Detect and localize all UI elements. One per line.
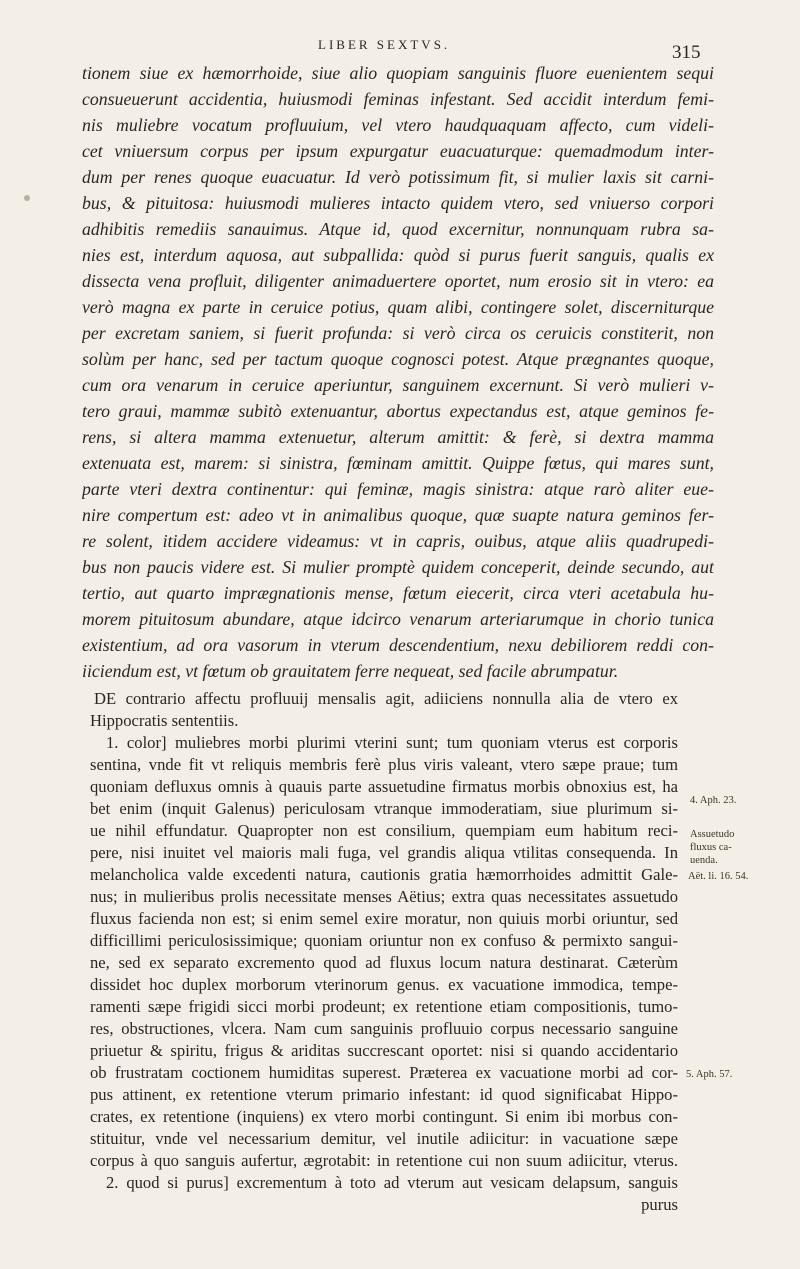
italic-text-line: re solent, itidem accidere videamus: vt in capris, ouibus, atque aliis quadrupedi- bbox=[82, 531, 714, 551]
italic-text-line: existentium, ad ora vasorum in vterum descendentium, nexu debiliorem reddi con- bbox=[82, 635, 714, 655]
commentary-text-line: pere, nisi inuitet vel maioris mali fuga, vel grandis aliqua vtilitas consequenda. In bbox=[90, 843, 678, 862]
commentary-text-line: dissidet hoc duplex morborum vterinorum genus. ex vacuatione immodica, tempe- bbox=[90, 975, 678, 994]
margin-note-aph-23: 4. Aph. 23. bbox=[690, 795, 737, 806]
commentary-text-line: crates, ex retentione (inquiens) ex vtero morbi contingunt. Si enim ibi morbus con- bbox=[90, 1107, 678, 1126]
commentary-text-line: melancholica valde excedenti natura, cautionis gratia hæmorrhoides admittit Gale- bbox=[90, 865, 678, 884]
italic-text-line: tionem siue ex hæmorrhoide, siue alio quopiam sanguinis fluore euenientem sequi bbox=[82, 63, 714, 83]
commentary-text-line: corpus à quo sanguis aufertur, ægrotabit: in retentione cui non suum adiicitur, vterus. bbox=[90, 1151, 678, 1170]
commentary-text-line: difficillimi periculosissimique; quoniam oriuntur non ex confuso & permixto sangui- bbox=[90, 931, 678, 950]
italic-text-line: nire compertum est: adeo vt in animalibus quoque, quæ suapte natura geminos fer- bbox=[82, 505, 714, 525]
commentary-text-line: DE contrario affectu profluuij mensalis agit, adiiciens nonnulla alia de vtero ex bbox=[94, 689, 678, 708]
margin-note-aetius: Aët. li. 16. 54. bbox=[688, 871, 749, 882]
italic-text-line: nies est, interdum aquosa, aut subpallida: quòd si purus fuerit sanguis, qualis ex bbox=[82, 245, 714, 265]
commentary-text bbox=[90, 688, 678, 1216]
commentary-text-line: fluxus facienda non est; si enim semel exire moratur, non quiuis morbi oriuntur, sed bbox=[90, 909, 678, 928]
italic-text-line: dissecta vena profluit, diligenter animaduertere oportet, num erosio sit in vtero: ea bbox=[82, 271, 714, 291]
italic-text-line: extenuata est, marem: si sinistra, fœminam amittit. Quippe fœtus, qui mares sunt, bbox=[82, 453, 714, 473]
page-number: 315 bbox=[672, 42, 701, 63]
commentary-text-line: 1. color] muliebres morbi plurimi vterini sunt; tum quoniam vterus est corporis bbox=[106, 733, 678, 752]
italic-text-line: cet vniuersum corpus per ipsum expurgatur euacuaturque: quemadmodum inter- bbox=[82, 141, 714, 161]
italic-text-line: per excretam saniem, si fuerit profunda: si verò circa os ceruicis constiterit, non bbox=[82, 323, 714, 343]
main-text-italic bbox=[82, 60, 714, 684]
running-head: LIBER SEXTVS. bbox=[318, 37, 451, 52]
italic-text-line: rens, si altera mamma extenuetur, alterum amittit: & ferè, si dextra mamma bbox=[82, 427, 714, 447]
ink-spot bbox=[24, 195, 30, 201]
margin-note-assuetudo-1: Assuetudo bbox=[690, 829, 735, 840]
italic-text-line: bus non paucis videre est. Si mulier promptè quidem conceperit, deinde secundo, aut bbox=[82, 557, 714, 577]
commentary-text-line: res, obstructiones, vlcera. Nam cum sanguinis profluuio corpus necessario sanguine bbox=[90, 1019, 678, 1038]
commentary-text-line: pus attinent, ex retentione vterum primario infestant: id quod significabat Hippo- bbox=[90, 1085, 678, 1104]
margin-note-aph-57: 5. Aph. 57. bbox=[686, 1069, 733, 1080]
commentary-text-line: 2. quod si purus] excrementum à toto ad vterum aut vesicam delapsum, sanguis bbox=[106, 1173, 678, 1192]
commentary-text-line: purus bbox=[641, 1195, 678, 1214]
italic-text-line: bus, & pituitosa: huiusmodi mulieres intacto quidem vtero, sed vniuerso corpori bbox=[82, 193, 714, 213]
italic-text-line: iiciendum est, vt fœtum ob grauitatem ferre nequeat, sed facile abrumpatur. bbox=[82, 661, 619, 681]
italic-text-line: tertio, aut quarto imprægnationis mense, fœtum eiecerit, circa vteri acetabula hu- bbox=[82, 583, 714, 603]
italic-text-line: parte vteri dextra continentur: qui feminæ, magis sinistra: atque rarò aliter eue- bbox=[82, 479, 714, 499]
commentary-text-line: sentina, vnde fit vt reliquis membris ferè plus viris valeant, vtero sæpe praue; tum bbox=[90, 755, 678, 774]
commentary-text-line: nus; in mulieribus prolis necessitate menses Aëtius; extra quas necessitates assuetudo bbox=[90, 887, 678, 906]
italic-text-line: consueuerunt accidentia, huiusmodi feminas infestant. Sed accidit interdum femi- bbox=[82, 89, 714, 109]
italic-text-line: morem pituitosum abundare, atque idcirco venarum arteriarumque in chorio tunica bbox=[82, 609, 714, 629]
commentary-text-line: bet enim (inquit Galenus) periculosam vtranque immoderatiam, siue plurimum si- bbox=[90, 799, 678, 818]
margin-note-assuetudo-3: uenda. bbox=[690, 855, 718, 866]
commentary-text-line: ob frustratam coctionem humiditas superest. Præterea ex vacuatione morbi ad cor- bbox=[90, 1063, 678, 1082]
commentary-text-line: priuetur & spiritu, frigus & ariditas succrescant oportet: nisi si quando accidentario bbox=[90, 1041, 678, 1060]
italic-text-line: dum per renes quoque euacuatur. Id verò potissimum fit, si mulier laxis sit carni- bbox=[82, 167, 714, 187]
italic-text-line: solùm per hanc, sed per tactum quoque cognosci potest. Atque prægnantes quoque, bbox=[82, 349, 714, 369]
italic-text-line: adhibitis remediis sanauimus. Atque id, quod excernitur, nonnunquam rubra sa- bbox=[82, 219, 714, 239]
commentary-text-line: ramenti sæpe frigidi sicci morbi prodeunt; ex retentione etiam compositionis, tumo- bbox=[90, 997, 678, 1016]
italic-text-line: verò magna ex parte in ceruice potius, quam alibi, contingere solet, discerniturque bbox=[82, 297, 714, 317]
italic-text-line: cum ora venarum in ceruice aperiuntur, sanguinem excernunt. Si verò mulieri v- bbox=[82, 375, 714, 395]
margin-note-assuetudo-2: fluxus ca- bbox=[690, 842, 732, 853]
commentary-text-line: quoniam defluxus omnis à quauis parte assuetudine firmatus morbis obnoxius est, ha bbox=[90, 777, 678, 796]
italic-text-line: tero graui, mammæ subitò extenuantur, abortus expectandus est, atque geminos fe- bbox=[82, 401, 714, 421]
italic-text-line: nis muliebre vocatum profluuium, vel vtero haudquaquam affecto, cum videli- bbox=[82, 115, 714, 135]
commentary-text-line: stituitur, vnde vel necessarium demitur, vel inutile adiicitur: in vacuatione sæpe bbox=[90, 1129, 678, 1148]
commentary-text-line: ne, sed ex separato excremento quod ad fluxus locum natura destinarat. Cæterùm bbox=[90, 953, 678, 972]
commentary-text-line: ue nihil effundatur. Quapropter non est consilium, quempiam eum habitum reci- bbox=[90, 821, 678, 840]
commentary-text-line: Hippocratis sententiis. bbox=[90, 711, 239, 730]
